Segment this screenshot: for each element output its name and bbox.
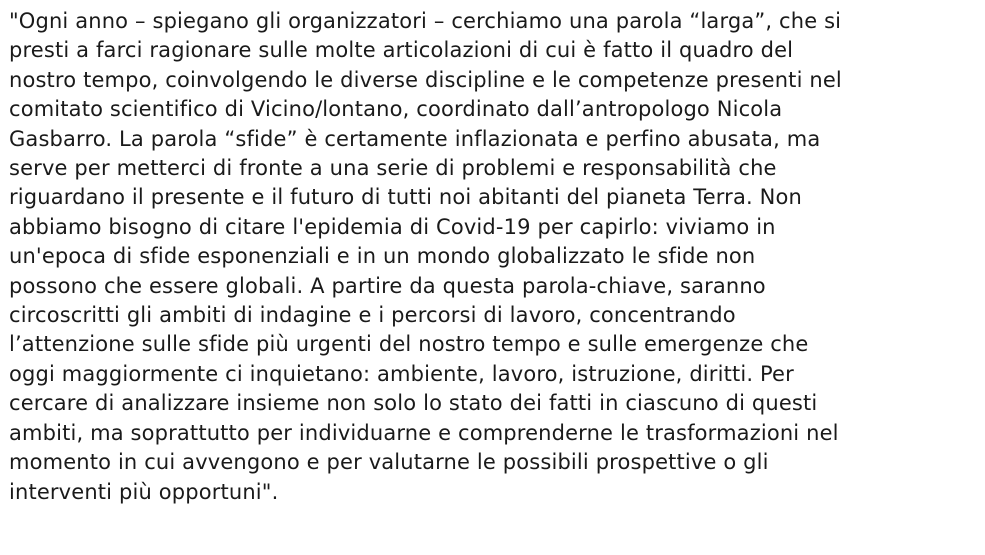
quote-line: comitato scientifico di Vicino/lontano, coordinato dall’antropologo Nicola xyxy=(9,97,783,122)
quote-line: cercare di analizzare insieme non solo lo stato dei fatti in ciascuno di questi xyxy=(9,391,818,416)
quote-line: possono che essere globali. A partire da questa parola-chiave, saranno xyxy=(9,273,766,298)
quote-line: serve per metterci di fronte a una serie di problemi e responsabilità che xyxy=(9,156,777,181)
quote-line: oggi maggiormente ci inquietano: ambiente, lavoro, istruzione, diritti. Per xyxy=(9,361,794,386)
quote-line: l’attenzione sulle sfide più urgenti del nostro tempo e sulle emergenze che xyxy=(9,332,809,357)
quote-line: nostro tempo, coinvolgendo le diverse discipline e le competenze presenti nel xyxy=(9,67,842,92)
quote-line: un'epoca di sfide esponenziali e in un mondo globalizzato le sfide non xyxy=(9,244,756,269)
quote-line: momento in cui avvengono e per valutarne le possibili prospettive o gli xyxy=(9,450,769,475)
quote-paragraph xyxy=(9,7,979,507)
quote-line: ambiti, ma soprattutto per individuarne e comprenderne le trasformazioni nel xyxy=(9,420,839,445)
quote-line: riguardano il presente e il futuro di tutti noi abitanti del pianeta Terra. Non xyxy=(9,185,802,210)
quote-line: interventi più opportuni". xyxy=(9,479,279,504)
quote-line: Gasbarro. La parola “sfide” è certamente inflazionata e perfino abusata, ma xyxy=(9,126,821,151)
quote-line: "Ogni anno – spiegano gli organizzatori – cerchiamo una parola “larga”, che si xyxy=(9,9,842,33)
quote-line: circoscritti gli ambiti di indagine e i percorsi di lavoro, concentrando xyxy=(9,303,736,328)
quote-line: abbiamo bisogno di citare l'epidemia di Covid-19 per capirlo: viviamo in xyxy=(9,214,776,239)
quote-line: presti a farci ragionare sulle molte articolazioni di cui è fatto il quadro del xyxy=(9,38,794,63)
